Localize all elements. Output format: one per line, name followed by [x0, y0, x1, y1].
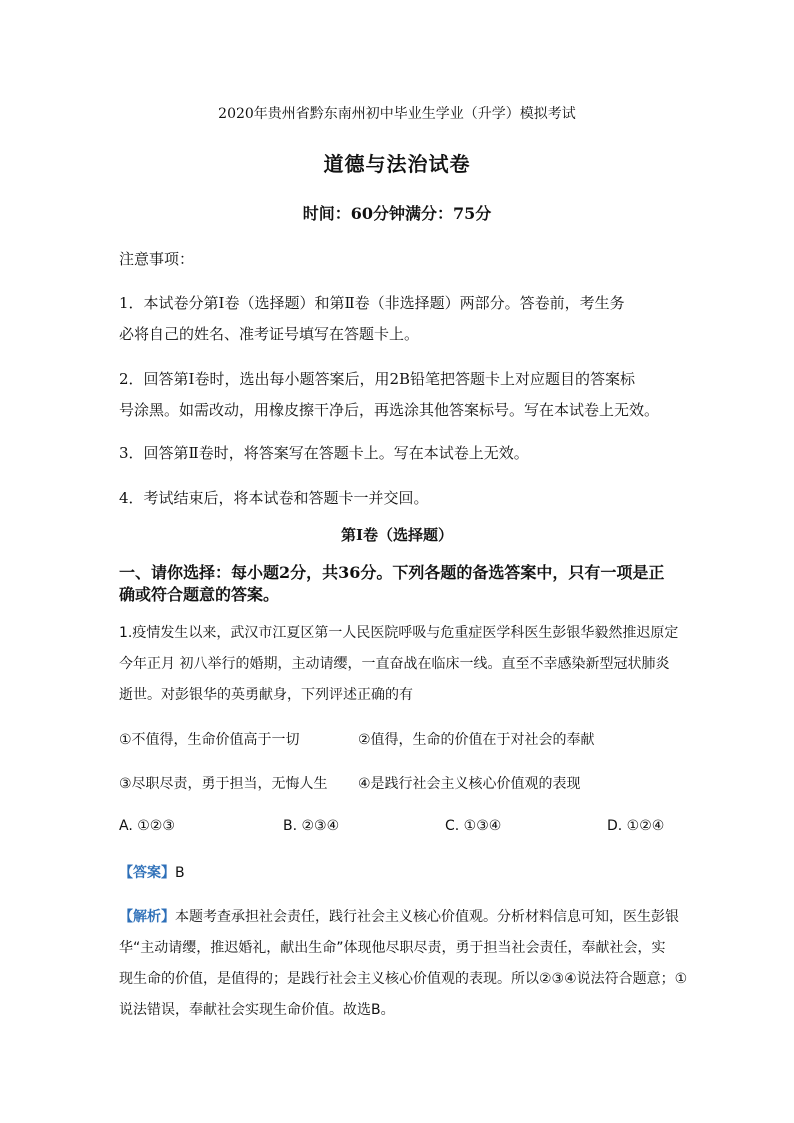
- analysis-line: 华“主动请缨，推迟婚礼，献出生命”体现他尽职尽责，勇于担当社会责任，奉献社会，实: [119, 940, 666, 956]
- part-heading-line: 确或符合题意的答案。: [119, 585, 280, 604]
- part-heading-line: 一、请你选择：每小题2分，共36分。下列各题的备选答案中，只有一项是正: [119, 563, 665, 582]
- statement: ③尽职尽责，勇于担当，无悔人生: [119, 776, 328, 792]
- answer-row: [119, 862, 185, 882]
- analysis-line: [119, 906, 679, 926]
- option-b: B. ②③④: [283, 818, 340, 834]
- notice-line: 1．本试卷分第Ⅰ卷（选择题）和第Ⅱ卷（非选择题）两部分。答卷前，考生务: [119, 294, 625, 312]
- notice-line: 号涂黑。如需改动，用橡皮擦干净后，再选涂其他答案标号。写在本试卷上无效。: [119, 401, 660, 419]
- analysis-label: 【解析】: [119, 909, 175, 925]
- notice-line: 3．回答第Ⅱ卷时，将答案写在答题卡上。写在本试卷上无效。: [119, 444, 529, 462]
- statement: ②值得，生命的价值在于对社会的奉献: [358, 732, 595, 748]
- statement: ①不值得，生命价值高于一切: [119, 732, 300, 748]
- exam-title: 2020年贵州省黔东南州初中毕业生学业（升学）模拟考试: [218, 106, 576, 122]
- question-line: 1.疫情发生以来，武汉市江夏区第一人民医院呼吸与危重症医学科医生彭银华毅然推迟原定: [119, 625, 679, 641]
- notice-title: 注意事项：: [119, 250, 195, 268]
- question-line: 逝世。对彭银华的英勇献身，下列评述正确的有: [119, 687, 413, 703]
- notice-line: 必将自己的姓名、准考证号填写在答题卡上。: [119, 325, 420, 343]
- analysis-line: 说法错误，奉献社会实现生命价值。故选B。: [119, 1002, 395, 1018]
- statement: ④是践行社会主义核心价值观的表现: [358, 776, 581, 792]
- notice-line: 2．回答第Ⅰ卷时，选出每小题答案后，用2B铅笔把答题卡上对应题目的答案标: [119, 370, 636, 388]
- analysis-line: 现生命的价值，是值得的；是践行社会主义核心价值观的表现。所以②③④说法符合题意；①: [119, 971, 688, 987]
- option-c: C. ①③④: [445, 818, 502, 834]
- option-d: D. ①②④: [607, 818, 665, 834]
- notice-line: 4．考试结束后，将本试卷和答题卡一并交回。: [119, 489, 429, 507]
- section-title: 第Ⅰ卷（选择题）: [340, 526, 454, 544]
- subject-title: 道德与法治试卷: [323, 152, 471, 176]
- time-info: 时间：60分钟满分：75分: [302, 204, 492, 223]
- answer-label: 【答案】: [119, 865, 175, 881]
- analysis-first-line: 本题考查承担社会责任，践行社会主义核心价值观。分析材料信息可知，医生彭银: [175, 909, 679, 925]
- question-line: 今年正月 初八举行的婚期，主动请缨，一直奋战在临床一线。直至不幸感染新型冠状肺炎: [119, 656, 670, 672]
- answer-value: B: [175, 865, 185, 881]
- option-a: A. ①②③: [119, 818, 175, 834]
